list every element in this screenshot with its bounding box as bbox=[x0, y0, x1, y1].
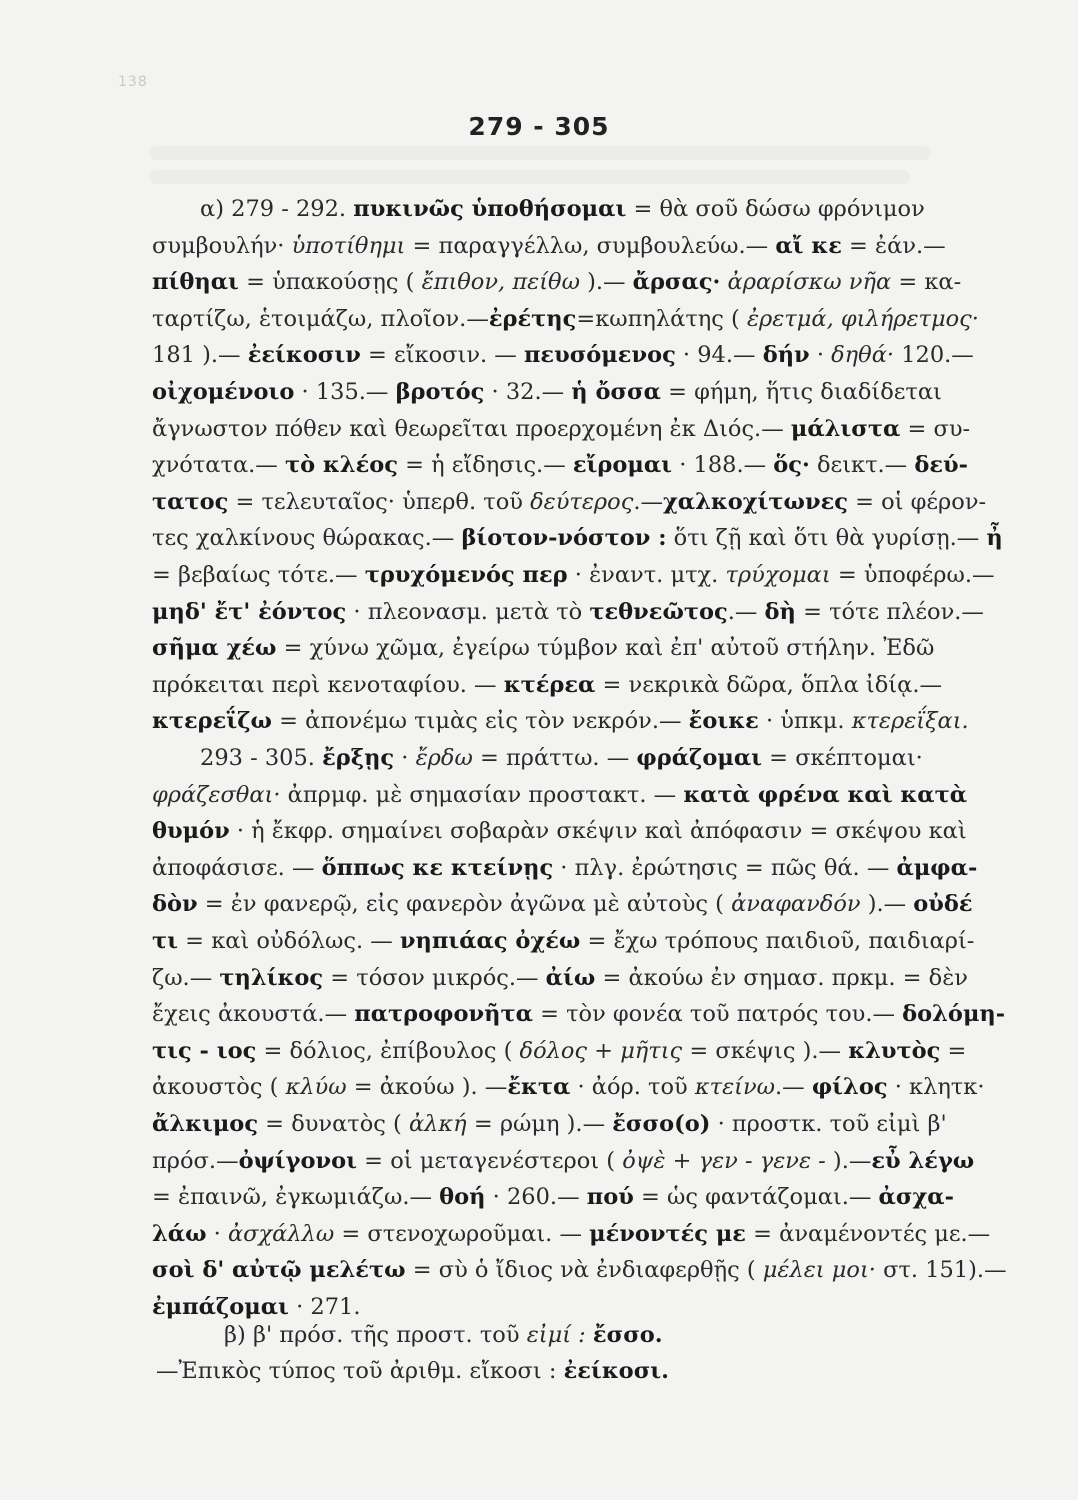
lemma-term: τατος bbox=[152, 488, 229, 515]
lemma-term: μηδ' ἔτ' ἐόντος bbox=[152, 598, 347, 625]
gloss-text: = στενοχωροῦμαι. — bbox=[334, 1220, 590, 1247]
bleed-through-shadow bbox=[150, 170, 910, 184]
gloss-text: · ὑπκμ. bbox=[758, 708, 852, 735]
text-line bbox=[152, 706, 969, 736]
lemma-term: οὐδέ bbox=[913, 891, 973, 918]
lemma-term: δὸν bbox=[152, 891, 198, 918]
gloss-text: = οἱ φέρον- bbox=[847, 488, 987, 515]
lemma-term: σῆμα χέω bbox=[152, 635, 277, 662]
lemma-term: ἐμπάζομαι bbox=[152, 1294, 289, 1320]
lemma-term: λάω bbox=[152, 1220, 207, 1247]
lemma-term: σοὶ δ' αὐτῷ μελέτω bbox=[152, 1257, 406, 1284]
lemma-term: φράζομαι bbox=[636, 745, 763, 771]
lemma-term: πίθηαι bbox=[152, 269, 239, 296]
italic-term: μέλει μοι· bbox=[762, 1257, 876, 1284]
lemma-term: ἀμφα- bbox=[896, 854, 978, 881]
lemma-term: ἦ bbox=[986, 525, 1003, 552]
italic-term: ὀψὲ + γεν - γενε - bbox=[622, 1147, 826, 1174]
text-line bbox=[152, 1182, 954, 1212]
text-line bbox=[152, 1072, 984, 1102]
text-line bbox=[152, 267, 961, 297]
gloss-text: τες χαλκίνους θώρακας.— bbox=[152, 525, 462, 552]
lemma-term: βίοτον-νόστον : bbox=[461, 525, 667, 552]
italic-term: ἀναφανδόν bbox=[731, 891, 861, 918]
gloss-text: = ἡ εἴδησις.— bbox=[397, 452, 573, 479]
gloss-text: ἄγνωστον πόθεν καὶ θεωρεῖται προερχομένη ἐκ Διός.— bbox=[152, 415, 791, 442]
italic-term: δεύτερος bbox=[530, 488, 634, 515]
italic-term: κλύω bbox=[285, 1074, 347, 1101]
lemma-term: πού bbox=[586, 1184, 634, 1211]
gloss-text: = κα- bbox=[891, 269, 962, 296]
page-header: 279 - 305 bbox=[468, 112, 610, 141]
gloss-text: · 32.— bbox=[484, 379, 572, 405]
italic-term: εἰμί : bbox=[526, 1322, 586, 1348]
gloss-text: ἀκουστὸς ( bbox=[152, 1074, 286, 1101]
lemma-term: ἐείκοσι. bbox=[563, 1358, 670, 1384]
lemma-term: ἐείκοσιν bbox=[247, 342, 361, 369]
gloss-text: = θὰ σοῦ δώσω φρόνιμον bbox=[626, 196, 925, 222]
gloss-text: ).— bbox=[825, 1147, 872, 1174]
italic-term: ἀλκή bbox=[408, 1111, 467, 1137]
gloss-text: = φήμη, ἥτις διαδίδεται bbox=[660, 379, 942, 405]
lemma-term: νηπιάας ὀχέω bbox=[399, 928, 581, 954]
gloss-text: · πλγ. ἐρώτησις = πῶς θά. — bbox=[553, 854, 897, 881]
lemma-term: τις - ιος bbox=[152, 1037, 257, 1064]
lemma-term: τρυχόμενός περ bbox=[364, 562, 568, 588]
gloss-text: = χύνω χῶμα, ἐγείρω τύμβον καὶ ἐπ' αὐτοῦ στήλην. Ἐδῶ bbox=[276, 635, 935, 662]
lemma-term: ἔοικε bbox=[688, 708, 759, 735]
lemma-term: τὸ κλέος bbox=[284, 452, 398, 479]
text-line bbox=[152, 1036, 966, 1066]
gloss-text: ἀπρμφ. μὲ σημασίαν προστακτ. — bbox=[280, 781, 684, 808]
lemma-term: φίλος bbox=[811, 1074, 888, 1101]
lemma-term: δὴ bbox=[764, 598, 796, 625]
gloss-text bbox=[720, 269, 727, 295]
gloss-text: στ. 151).— bbox=[875, 1257, 1007, 1284]
gloss-text: · 260.— bbox=[485, 1184, 587, 1211]
lemma-term: ὅς· bbox=[773, 452, 810, 479]
text-line bbox=[152, 999, 1005, 1029]
gloss-text: β) β' πρόσ. τῆς προστ. τοῦ bbox=[224, 1322, 527, 1348]
gloss-text: · bbox=[206, 1220, 228, 1247]
text-line bbox=[200, 743, 923, 773]
gloss-text: = ἀναμένοντές με.— bbox=[745, 1220, 991, 1247]
lemma-term: κλυτὸς bbox=[848, 1037, 941, 1064]
gloss-text: = ἔχω τρόπους παιδιοῦ, παιδιαρί- bbox=[580, 928, 975, 954]
gloss-text: = τελευταῖος· ὑπερθ. τοῦ bbox=[228, 488, 531, 515]
lemma-term: ἄλκιμος bbox=[152, 1111, 259, 1137]
gloss-text: = δυνατὸς ( bbox=[258, 1111, 409, 1137]
gloss-text: 181 ).— bbox=[152, 342, 248, 369]
italic-term: δόλος + μῆτις bbox=[519, 1037, 683, 1064]
gloss-text: ὅτι ζῇ καὶ ὅτι θὰ γυρίσῃ.— bbox=[666, 525, 987, 552]
text-line bbox=[152, 1146, 974, 1176]
gloss-text: .— bbox=[727, 598, 765, 625]
gloss-text: · προστκ. τοῦ εἰμὶ β' bbox=[710, 1111, 947, 1137]
italic-term: δηθά· bbox=[831, 342, 895, 369]
bleed-through-shadow bbox=[150, 146, 930, 160]
gloss-text: =κωπηλάτης ( bbox=[576, 305, 747, 332]
lemma-term: ὀψίγονοι bbox=[238, 1147, 358, 1174]
text-line bbox=[152, 377, 942, 407]
lemma-term: ἔσσο(ο) bbox=[612, 1111, 711, 1137]
text-line bbox=[152, 560, 994, 590]
lemma-term: μάλιστα bbox=[790, 415, 901, 442]
gloss-text: · 94.— bbox=[675, 342, 763, 369]
gloss-text: = συ- bbox=[900, 415, 971, 442]
gloss-text: · ἡ ἔκφρ. σημαίνει σοβαρὰν σκέψιν καὶ ἀπόφασιν = σκέψου καὶ bbox=[229, 818, 967, 845]
gloss-text: ).— bbox=[579, 269, 633, 296]
italic-term: φράζεσθαι· bbox=[152, 781, 281, 808]
lemma-term: δολόμη- bbox=[902, 1001, 1006, 1028]
gloss-text: = ὑπακούσῃς ( bbox=[238, 269, 422, 296]
lemma-term: κτέρεα bbox=[503, 671, 596, 698]
lemma-term: πυκινῶς ὑποθήσομαι bbox=[353, 196, 627, 222]
gloss-text: = τότε πλέον.— bbox=[795, 598, 984, 625]
lemma-term: ὅππως κε κτείνῃς bbox=[321, 854, 554, 881]
text-line bbox=[156, 1356, 669, 1386]
lemma-term: μένοντές με bbox=[589, 1220, 746, 1247]
lemma-term: χαλκοχίτωνες bbox=[662, 488, 848, 515]
lemma-term: τεθνεῶτος bbox=[589, 598, 728, 625]
lemma-term: δεύ- bbox=[914, 452, 968, 479]
lemma-term: ἐρέτης bbox=[488, 305, 577, 332]
gloss-text: = ἀκούω ἐν σημασ. πρκμ. = δὲν bbox=[595, 964, 968, 991]
text-line bbox=[152, 926, 974, 956]
gloss-text: συμβουλήν· bbox=[152, 232, 292, 259]
gloss-text: = εἴκοσιν. — bbox=[360, 342, 524, 369]
lemma-term: τηλίκος bbox=[219, 964, 324, 991]
gloss-text: = ἐπαινῶ, ἐγκωμιάζω.— bbox=[152, 1184, 440, 1211]
gloss-text: = βεβαίως τότε.— bbox=[152, 562, 365, 588]
gloss-text: πρόσ.— bbox=[152, 1147, 239, 1174]
text-line bbox=[152, 450, 968, 480]
text-line bbox=[152, 780, 967, 810]
lemma-term: τι bbox=[152, 928, 179, 954]
gloss-text: · bbox=[809, 342, 832, 369]
gloss-text: · ἐναντ. μτχ. bbox=[567, 562, 726, 588]
gloss-text: = τόσον μικρός.— bbox=[323, 964, 546, 991]
text-line bbox=[152, 231, 946, 261]
gloss-text: ζω.— bbox=[152, 964, 220, 991]
text-line bbox=[152, 523, 1003, 553]
text-line bbox=[152, 1109, 947, 1139]
text-line bbox=[152, 1255, 1007, 1285]
gloss-text: = ἀκούω ). — bbox=[346, 1074, 508, 1101]
italic-term: τρύχομαι bbox=[725, 562, 831, 588]
gloss-text: ταρτίζω, ἑτοιμάζω, πλοῖον.— bbox=[152, 305, 489, 332]
gloss-text: 120.— bbox=[894, 342, 974, 369]
gloss-text: = ἀπονέμω τιμὰς εἰς τὸν νεκρόν.— bbox=[271, 708, 689, 735]
lemma-term: ἡ ὄσσα bbox=[571, 379, 661, 405]
italic-term: ἐρετμά, φιλήρετμος· bbox=[746, 305, 979, 332]
italic-term: ἀραρίσκω νῆα bbox=[727, 269, 892, 296]
gloss-text: = ρώμη ).— bbox=[466, 1111, 613, 1137]
gloss-text: = σὺ ὁ ἴδιος νὰ ἐνδιαφερθῇς ( bbox=[405, 1257, 763, 1284]
gloss-text: πρόκειται περὶ κενοταφίου. — bbox=[152, 671, 504, 698]
text-line bbox=[152, 633, 934, 663]
gloss-text: χνότατα.— bbox=[152, 452, 285, 479]
gloss-text: = τὸν φονέα τοῦ πατρός του.— bbox=[532, 1001, 903, 1028]
gloss-text: = παραγγέλλω, συμβουλεύω.— bbox=[405, 232, 776, 259]
gloss-text: · ἀόρ. τοῦ bbox=[570, 1074, 695, 1101]
page-corner-number: 138 bbox=[118, 74, 148, 90]
lemma-term: πατροφονῆτα bbox=[354, 1001, 533, 1028]
italic-term: ἀσχάλλω bbox=[227, 1220, 335, 1247]
lemma-term: ἔρξῃς bbox=[322, 745, 395, 771]
gloss-text: = δόλιος, ἐπίβουλος ( bbox=[256, 1037, 520, 1064]
gloss-text: = πράττω. — bbox=[472, 745, 637, 771]
lemma-term: θοή bbox=[439, 1184, 486, 1211]
gloss-text: · πλεονασμ. μετὰ τὸ bbox=[346, 598, 590, 625]
gloss-text: ἔχεις ἀκουστά.— bbox=[152, 1001, 355, 1028]
gloss-text: δεικτ.— bbox=[809, 452, 915, 479]
gloss-text: = bbox=[940, 1037, 967, 1064]
text-line bbox=[152, 304, 979, 334]
lemma-term: ἔκτα bbox=[507, 1074, 571, 1101]
gloss-text: = σκέψις ).— bbox=[682, 1037, 849, 1064]
text-line bbox=[152, 670, 942, 700]
lemma-term: δήν bbox=[762, 342, 810, 369]
gloss-text: · bbox=[394, 745, 416, 771]
gloss-text: α) 279 - 292. bbox=[200, 196, 354, 222]
lemma-term: κατὰ φρένα καὶ κατὰ bbox=[683, 781, 968, 808]
gloss-text: = οἱ μεταγενέστεροι ( bbox=[357, 1147, 623, 1174]
text-line bbox=[224, 1320, 663, 1350]
gloss-text: .— bbox=[775, 1074, 812, 1101]
italic-term: κτερεΐξαι. bbox=[851, 708, 969, 735]
gloss-text: = ἐν φανερῷ, εἰς φανερὸν ἀγῶνα μὲ αὐτοὺς ( bbox=[197, 891, 732, 918]
gloss-text: ἀποφάσισε. — bbox=[152, 854, 322, 881]
gloss-text bbox=[586, 1322, 593, 1348]
italic-term: ἔρδω bbox=[415, 745, 473, 771]
italic-term: κτείνω bbox=[694, 1074, 775, 1101]
text-line bbox=[152, 1292, 361, 1322]
gloss-text: —Ἐπικὸς τύπος τοῦ ἀριθμ. εἴκοσι : bbox=[156, 1358, 564, 1384]
italic-term: ἔπιθον, πείθω bbox=[421, 269, 580, 296]
lemma-term: ἔσσο. bbox=[592, 1322, 663, 1348]
text-line bbox=[152, 414, 970, 444]
gloss-text: 293 - 305. bbox=[200, 745, 323, 771]
gloss-text: = ὡς φαντάζομαι.— bbox=[633, 1184, 879, 1211]
lemma-term: οἰχομένοιο bbox=[152, 379, 295, 405]
lemma-term: ἀίω bbox=[545, 964, 596, 991]
gloss-text: ).— bbox=[860, 891, 914, 918]
lemma-term: θυμόν bbox=[152, 818, 230, 845]
text-line bbox=[152, 816, 967, 846]
lemma-term: εἴρομαι bbox=[572, 452, 673, 479]
gloss-text: · κλητκ· bbox=[887, 1074, 985, 1101]
gloss-text: = ἐάν.— bbox=[841, 232, 946, 259]
gloss-text: = καὶ οὐδόλως. — bbox=[178, 928, 400, 954]
gloss-text: = ὑποφέρω.— bbox=[830, 562, 995, 588]
gloss-text: · 271. bbox=[288, 1294, 361, 1320]
lemma-term: ἄρσας· bbox=[632, 269, 721, 296]
lemma-term: εὖ λέγω bbox=[871, 1147, 975, 1174]
gloss-text: · 188.— bbox=[672, 452, 774, 479]
gloss-text: · 135.— bbox=[294, 379, 396, 405]
text-line bbox=[152, 597, 984, 627]
text-line bbox=[152, 340, 974, 370]
text-line bbox=[200, 194, 925, 224]
gloss-text: = σκέπτομαι· bbox=[762, 745, 923, 771]
text-line bbox=[152, 1219, 990, 1249]
lemma-term: κτερεΐζω bbox=[152, 708, 272, 735]
lemma-term: ἀσχα- bbox=[878, 1184, 954, 1211]
text-line bbox=[152, 487, 986, 517]
lemma-term: πευσόμενος bbox=[523, 342, 676, 369]
italic-term: ὑποτίθημι bbox=[291, 232, 406, 259]
gloss-text: .— bbox=[633, 488, 663, 515]
lemma-term: βροτός bbox=[395, 379, 485, 405]
lemma-term: αἴ κε bbox=[775, 232, 842, 259]
text-line bbox=[152, 963, 968, 993]
text-line bbox=[152, 889, 973, 919]
gloss-text: = νεκρικὰ δῶρα, ὅπλα ἰδίᾳ.— bbox=[595, 671, 942, 698]
text-line bbox=[152, 853, 977, 883]
